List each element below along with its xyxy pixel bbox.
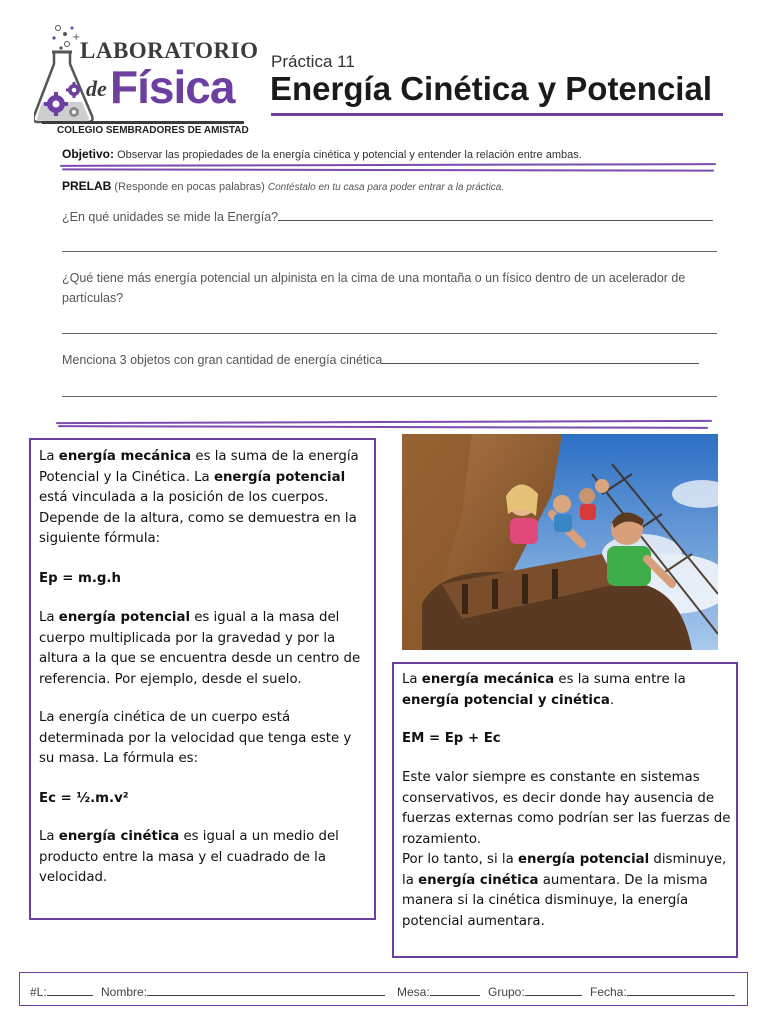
name-input-line[interactable] [147, 983, 385, 996]
info-box-mechanical-energy [392, 662, 738, 958]
objective [62, 147, 582, 161]
paragraph-conservative-systems: Este valor siempre es constante en sistemas conservativos, es decir donde hay ausencia de fuerzas externas como podrían ser las fuerzas de rozamiento. [402, 770, 731, 847]
divider-stroke [58, 425, 708, 428]
answer-line-3[interactable] [382, 350, 699, 364]
formula-mechanical-energy: EM = Ep + Ec [402, 731, 501, 746]
formula-potential-energy: Ep = m.g.h [39, 571, 121, 586]
divider-stroke [56, 420, 712, 424]
footer-date-field [590, 983, 735, 999]
footer-name-field [101, 983, 385, 999]
footer-table-label: Mesa: [397, 985, 430, 999]
answer-line[interactable] [62, 251, 717, 252]
question-1 [62, 207, 717, 227]
footer-table-field [397, 983, 480, 999]
question-1-text: ¿En qué unidades se mide la Energía? [62, 210, 279, 224]
footer-name-label: Nombre: [101, 985, 148, 999]
paragraph-energy-exchange: Por lo tanto, si la energía potencial disminuye, la energía cinética aumentara. De la misma manera si la cinética disminuye, la energía potencial aumentara. [402, 852, 727, 929]
paragraph-mechanical-sum: La energía mecánica es la suma entre la energía potencial y cinética. [402, 672, 686, 708]
footer-group-field [488, 983, 582, 999]
paragraph-kinetic-energy: La energía cinética de un cuerpo está determinada por la velocidad que tenga este y su masa. La fórmula es: [39, 710, 352, 766]
rollercoaster-image [402, 434, 718, 650]
prelab-header [62, 179, 504, 193]
question-3 [62, 350, 717, 370]
divider-stroke [62, 168, 714, 171]
svg-text:+: + [72, 32, 81, 43]
info-box-potential-kinetic [29, 438, 376, 920]
question-3-text: Menciona 3 objetos con gran cantidad de energía cinética [62, 353, 383, 367]
objective-text: Observar las propiedades de la energía cinética y potencial y entender la relación entre ambas. [114, 149, 582, 161]
group-input-line[interactable] [525, 983, 582, 996]
footer-number-label: #L: [30, 985, 47, 999]
logo-line-laboratorio: LABORATORIO [80, 38, 259, 63]
table-input-line[interactable] [430, 983, 480, 996]
practice-number: Práctica 11 [271, 52, 355, 71]
divider-stroke [60, 163, 716, 167]
title-underline [271, 113, 723, 116]
rollercoaster-photo [402, 434, 718, 650]
answer-line-1[interactable] [278, 207, 713, 221]
logo-school-name: COLEGIO SEMBRADORES DE AMISTAD [57, 125, 249, 136]
prelab-note: (Responde en pocas palabras) [111, 181, 268, 193]
number-input-line[interactable] [47, 983, 93, 996]
date-input-line[interactable] [627, 983, 735, 996]
formula-kinetic-energy: Ec = ½.m.v² [39, 791, 129, 806]
prelab-instruction: Contéstalo en tu casa para poder entrar a la práctica. [267, 182, 505, 193]
paragraph-potential-energy: La energía potencial es igual a la masa del cuerpo multiplicada por la gravedad y por la altura a la que se encuentra desde un centro de referencia. Por ejemplo, desde el suelo. [39, 610, 361, 687]
footer-date-label: Fecha: [590, 985, 627, 999]
logo-line-de: de [86, 76, 107, 101]
page-title: Energía Cinética y Potencial [270, 70, 712, 107]
answer-line[interactable] [62, 396, 717, 397]
prelab-label: PRELAB [62, 179, 112, 193]
question-2: ¿Qué tiene más energía potencial un alpinista en la cima de una montaña o un físico dentro de un acelerador de partículas? [62, 271, 686, 305]
paragraph-mechanical-energy: La energía mecánica es la suma de la energía Potencial y la Cinética. La energía potencial está vinculada a la posición de los cuerpos. Depende de la altura, como se demuestra en la siguiente fórmula: [39, 449, 359, 546]
objective-label: Objetivo: [62, 147, 115, 161]
logo-line-fisica: Física [110, 61, 235, 113]
logo-underline [42, 121, 244, 124]
student-info-footer [19, 972, 748, 1006]
paragraph-kinetic-definition: La energía cinética es igual a un medio del producto entre la masa y el cuadrado de la velocidad. [39, 829, 339, 885]
footer-number-field [30, 983, 93, 999]
footer-group-label: Grupo: [488, 985, 525, 999]
answer-line[interactable] [62, 333, 717, 334]
